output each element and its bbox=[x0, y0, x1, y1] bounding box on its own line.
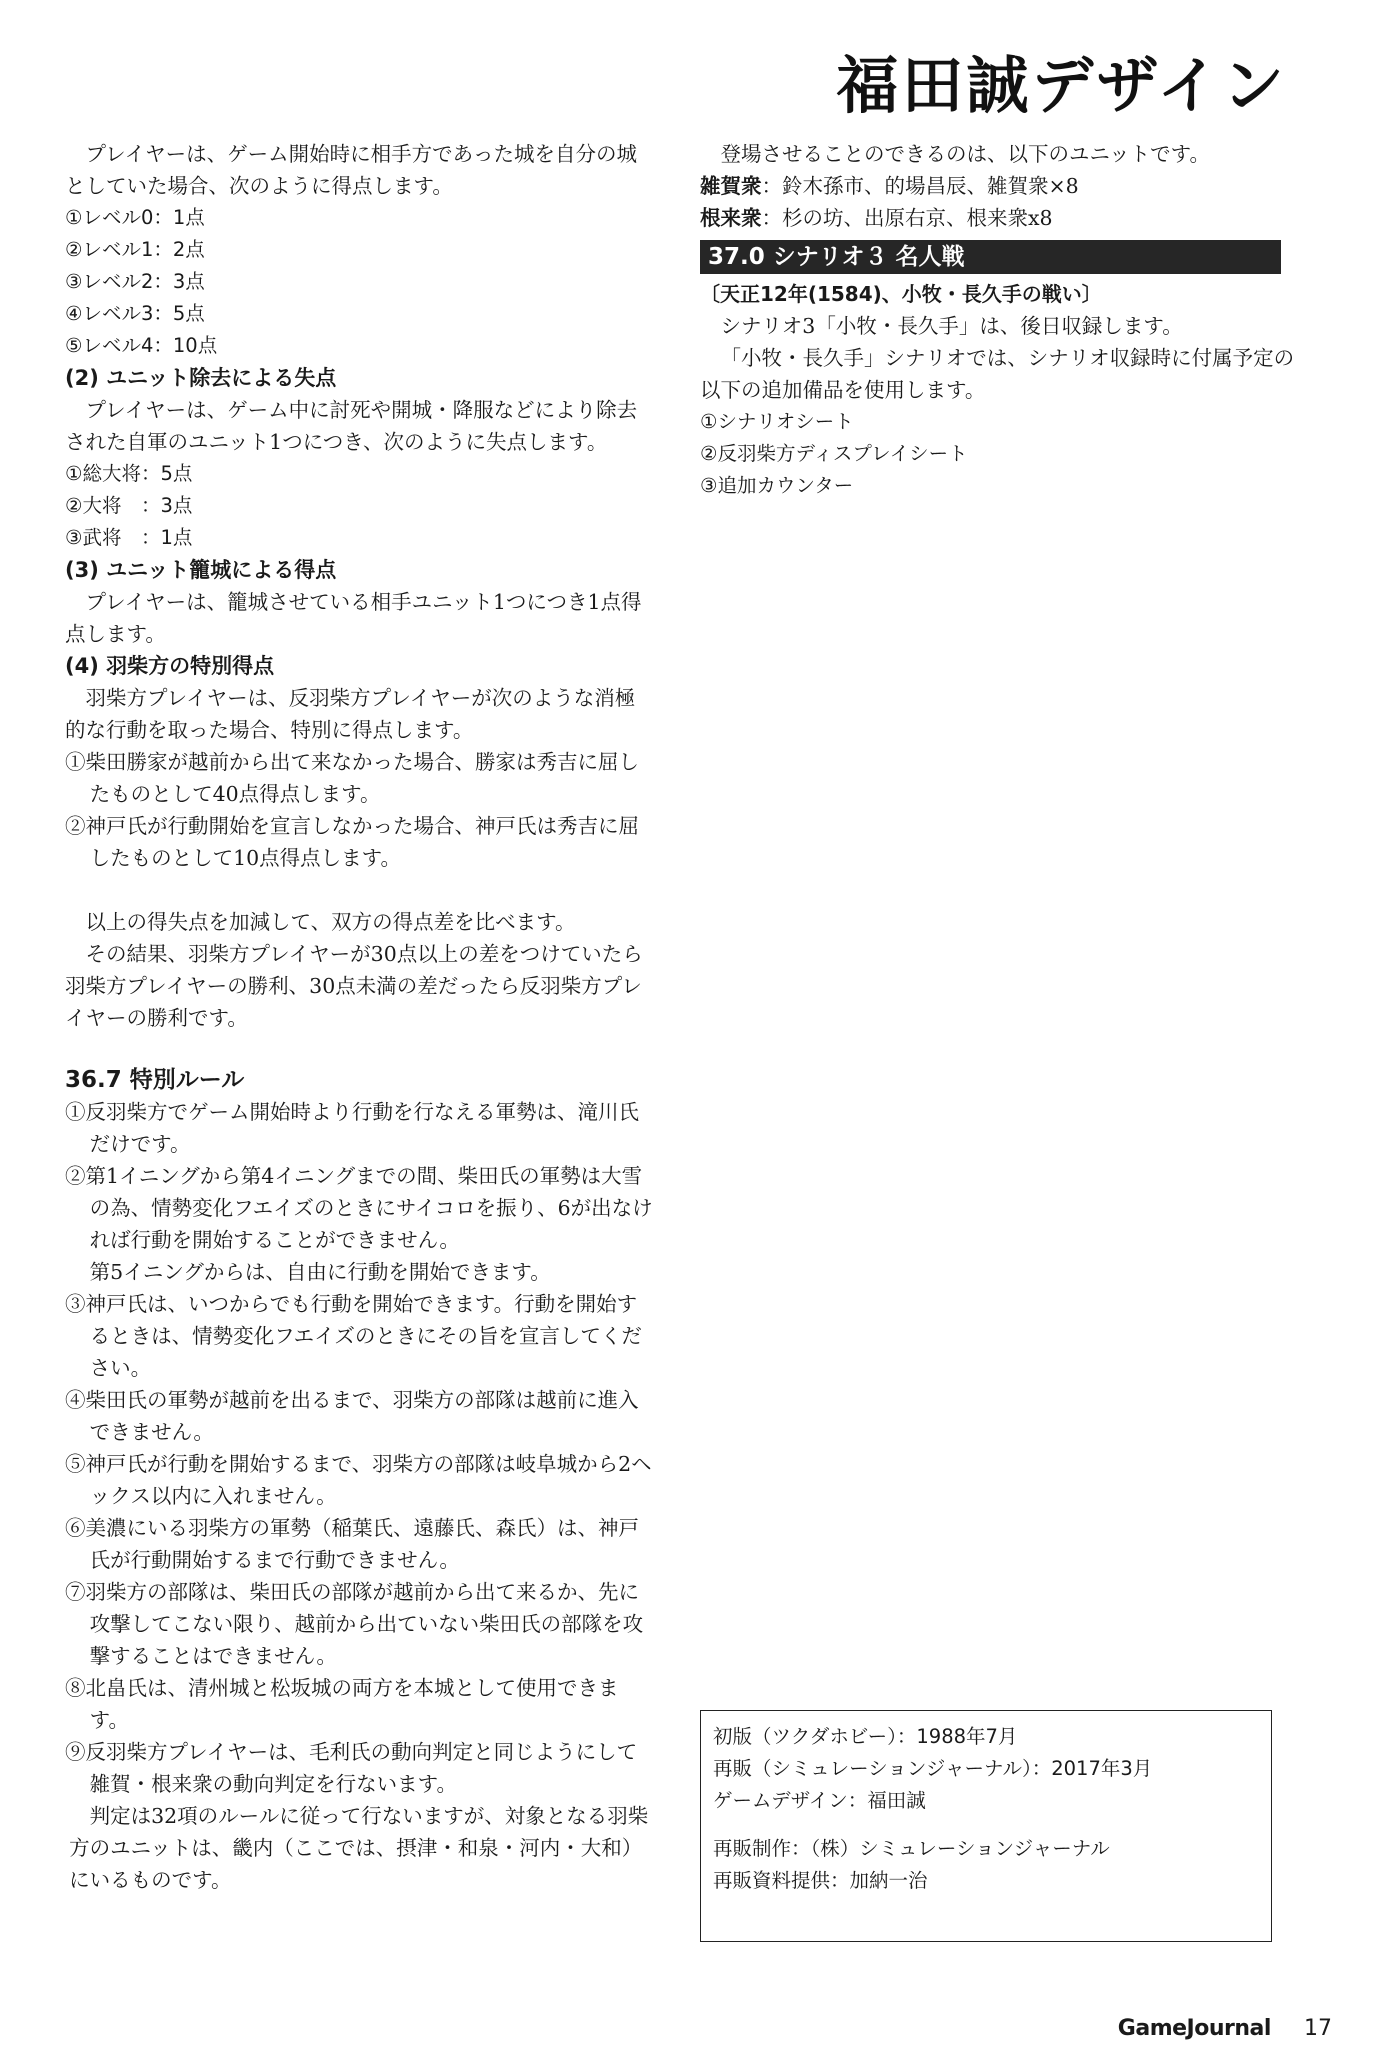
footer bbox=[1118, 2016, 1332, 2041]
heading-siege: (3) ユニット籠城による得点 bbox=[65, 558, 337, 582]
component-item: ③追加カウンター bbox=[700, 474, 854, 497]
unit-text: ：杉の坊、出原右京、根来衆x8 bbox=[761, 206, 1053, 230]
unit-line-saika bbox=[700, 170, 1300, 202]
component-item: ②反羽柴方ディスプレイシート bbox=[700, 442, 968, 465]
heading-unit-removal: (2) ユニット除去による失点 bbox=[65, 366, 337, 390]
rule-continuation: 判定は32項のルールに従って行ないますが、対象となる羽柴方のユニットは、畿内（ここでは、摂津・和泉・河内・大和）にいるものです。 bbox=[69, 1804, 649, 1892]
rule-item: ②第1イニングから第4イニングまでの間、柴田氏の軍勢は大雪の為、情勢変化フエイズのときにサイコロを振り、6が出なければ行動を開始することができません。 bbox=[65, 1164, 653, 1252]
rank-item: ③武将 ：1点 bbox=[65, 526, 193, 549]
summary-paragraph: 以上の得失点を加減して、双方の得点差を比べます。 bbox=[85, 910, 576, 934]
rule-item: ⑦羽柴方の部隊は、柴田氏の部隊が越前から出て来るか、先に攻撃してこない限り、越前から出ていない柴田氏の部隊を攻撃することはできません。 bbox=[65, 1580, 644, 1668]
special-item: ②神戸氏が行動開始を宣言しなかった場合、神戸氏は秀吉に屈したものとして10点得点します。 bbox=[65, 814, 639, 870]
unit-removal-paragraph: プレイヤーは、ゲーム中に討死や開城・降服などにより除去された自軍のユニット1つにつき、次のように失点します。 bbox=[65, 398, 638, 454]
unit-label: 雑賀衆 bbox=[700, 174, 762, 198]
scenario-subtitle: 〔天正12年(1584)、小牧・長久手の戦い〕 bbox=[700, 282, 1102, 306]
unit-text: ：鈴木孫市、的場昌辰、雑賀衆×8 bbox=[761, 174, 1079, 198]
credit-production: 再販制作：（株）シミュレーションジャーナル bbox=[713, 1837, 1110, 1860]
scenario-paragraph: シナリオ3「小牧・長久手」は、後日収録します。 bbox=[720, 314, 1183, 338]
section-36-7-heading: 36.7 特別ルール bbox=[65, 1067, 245, 1093]
scenario-components-paragraph: 「小牧・長久手」シナリオでは、シナリオ収録時に付属予定の以下の追加備品を使用します。 bbox=[700, 346, 1295, 402]
section-37-heading: 37.0 シナリオ３ 名人戦 bbox=[700, 240, 1281, 274]
credits-box bbox=[700, 1710, 1272, 1942]
rule-item: ③神戸氏は、いつからでも行動を開始できます。行動を開始するときは、情勢変化フエイズのときにその旨を宣言してください。 bbox=[65, 1292, 642, 1380]
level-item: ④レベル3：5点 bbox=[65, 302, 205, 325]
credit-design: ゲームデザイン：福田誠 bbox=[713, 1789, 926, 1812]
rule-item: ⑤神戸氏が行動を開始するまで、羽柴方の部隊は岐阜城から2ヘックス以内に入れません。 bbox=[65, 1452, 652, 1508]
hashiba-special-paragraph: 羽柴方プレイヤーは、反羽柴方プレイヤーが次のような消極的な行動を取った場合、特別に得点します。 bbox=[65, 686, 636, 742]
brand-logo: GameJournal bbox=[1117, 2016, 1271, 2041]
rank-item: ①総大将：5点 bbox=[65, 462, 193, 485]
level-item: ⑤レベル4：10点 bbox=[65, 334, 218, 357]
credit-reissue: 再販（シミュレーションジャーナル）：2017年3月 bbox=[713, 1757, 1153, 1780]
level-item: ②レベル1：2点 bbox=[65, 238, 205, 261]
units-intro: 登場させることのできるのは、以下のユニットです。 bbox=[720, 142, 1211, 166]
rule-item: ⑧北畠氏は、清州城と松坂城の両方を本城として使用できます。 bbox=[65, 1676, 619, 1732]
rule-item: ⑨反羽柴方プレイヤーは、毛利氏の動向判定と同じようにして雑賀・根来衆の動向判定を行ないます。 bbox=[65, 1740, 638, 1796]
unit-line-negoro bbox=[700, 202, 1300, 234]
intro-paragraph: プレイヤーは、ゲーム開始時に相手方であった城を自分の城としていた場合、次のように得点します。 bbox=[65, 142, 637, 198]
right-column bbox=[700, 138, 1300, 502]
level-item: ③レベル2：3点 bbox=[65, 270, 205, 293]
credit-first-edition: 初版（ツクダホビー）：1988年7月 bbox=[713, 1725, 1018, 1748]
rule-item: ①反羽柴方でゲーム開始時より行動を行なえる軍勢は、滝川氏だけです。 bbox=[65, 1100, 639, 1156]
left-column bbox=[65, 138, 655, 1896]
page-number: 17 bbox=[1304, 2016, 1332, 2041]
unit-label: 根来衆 bbox=[700, 206, 762, 230]
credit-materials: 再販資料提供：加納一治 bbox=[713, 1869, 928, 1892]
heading-hashiba-special: (4) 羽柴方の特別得点 bbox=[65, 654, 275, 678]
component-item: ①シナリオシート bbox=[700, 410, 854, 433]
siege-paragraph: プレイヤーは、籠城させている相手ユニット1つにつき1点得点します。 bbox=[65, 590, 642, 646]
rule-item: ④柴田氏の軍勢が越前を出るまで、羽柴方の部隊は越前に進入できません。 bbox=[65, 1388, 639, 1444]
rule-item: ⑥美濃にいる羽柴方の軍勢（稲葉氏、遠藤氏、森氏）は、神戸氏が行動開始するまで行動できません。 bbox=[65, 1516, 639, 1572]
level-item: ①レベル0：1点 bbox=[65, 206, 205, 229]
special-item: ①柴田勝家が越前から出て来なかった場合、勝家は秀吉に屈したものとして40点得点します。 bbox=[65, 750, 639, 806]
rank-item: ②大将 ：3点 bbox=[65, 494, 193, 517]
page-title: 福田誠デザイン bbox=[836, 49, 1287, 122]
result-paragraph: その結果、羽柴方プレイヤーが30点以上の差をつけていたら羽柴方プレイヤーの勝利、30点未満の差だったら反羽柴方プレイヤーの勝利です。 bbox=[65, 942, 643, 1030]
rule-continuation: 第5イニングからは、自由に行動を開始できます。 bbox=[89, 1260, 551, 1284]
